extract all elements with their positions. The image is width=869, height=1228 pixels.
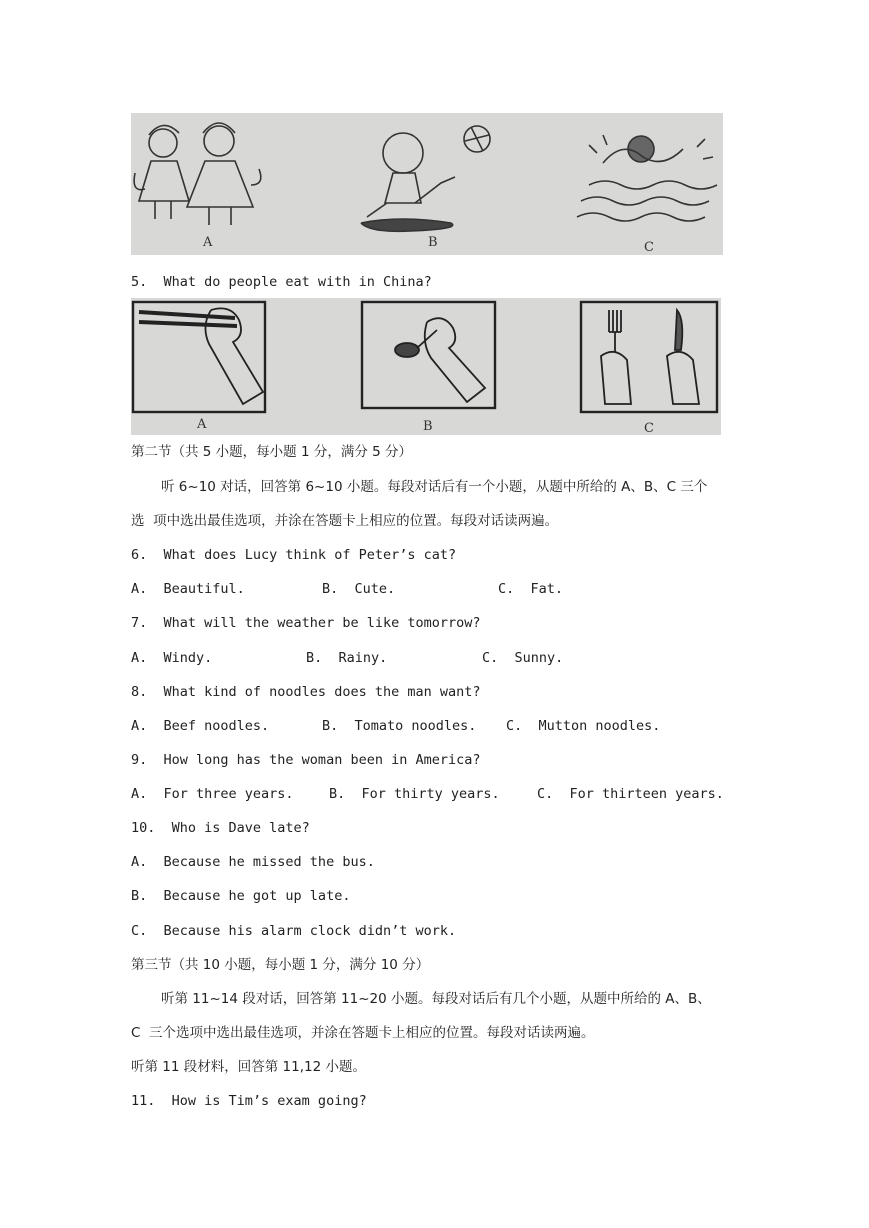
picture-row-activities xyxy=(131,113,723,255)
option-9c: C. For thirteen years. xyxy=(537,786,724,802)
picture-label-a: A xyxy=(203,235,213,250)
picture-label-b: B xyxy=(423,419,433,434)
picture-row-utensils xyxy=(131,298,721,435)
option-6a: A. Beautiful. xyxy=(131,581,245,597)
picture-label-c: C xyxy=(644,240,654,255)
picture-label-b: B xyxy=(428,235,438,250)
option-9a: A. For three years. xyxy=(131,786,294,802)
swimmer-picture xyxy=(577,135,717,221)
section-3-instruction-2: C 三个选项中选出最佳选项，并涂在答题卡上相应的位置。每段对话读两遍。 xyxy=(131,1025,595,1041)
section-3-header: 第三节（共 10 小题，每小题 1 分，满分 10 分） xyxy=(131,957,430,973)
girls-dancing-picture xyxy=(134,123,261,225)
picture-label-c: C xyxy=(644,421,654,435)
knife-and-fork-picture xyxy=(581,302,717,412)
section-2-header: 第二节（共 5 小题，每小题 1 分，满分 5 分） xyxy=(131,444,413,460)
option-6c: C. Fat. xyxy=(498,581,564,597)
section-3-instruction-1: 听第 11~14 段对话，回答第 11~20 小题。每段对话后有几个小题，从题中所给的 A、B、 xyxy=(161,991,711,1007)
option-8c: C. Mutton noodles. xyxy=(506,718,661,734)
spoon-picture xyxy=(362,302,495,408)
option-7c: C. Sunny. xyxy=(482,650,564,666)
option-8b: B. Tomato noodles. xyxy=(322,718,477,734)
section-2-instruction-1: 听 6~10 对话，回答第 6~10 小题。每段对话后有一个小题，从题中所给的 A、B、C 三个 xyxy=(161,479,708,495)
option-10a: A. Because he missed the bus. xyxy=(131,854,375,870)
question-8: 8. What kind of noodles does the man want? xyxy=(131,684,481,700)
option-6b: B. Cute. xyxy=(322,581,396,597)
option-7b: B. Rainy. xyxy=(306,650,388,666)
question-11: 11. How is Tim’s exam going? xyxy=(131,1093,367,1109)
question-7: 7. What will the weather be like tomorrow? xyxy=(131,615,481,631)
question-5: 5. What do people eat with in China? xyxy=(131,274,432,290)
section-2-instruction-2: 选 项中选出最佳选项，并涂在答题卡上相应的位置。每段对话读两遍。 xyxy=(131,513,559,529)
option-9b: B. For thirty years. xyxy=(329,786,500,802)
option-8a: A. Beef noodles. xyxy=(131,718,270,734)
question-6: 6. What does Lucy think of Peter’s cat? xyxy=(131,547,457,563)
section-3-material: 听第 11 段材料，回答第 11,12 小题。 xyxy=(131,1059,366,1075)
option-7a: A. Windy. xyxy=(131,650,213,666)
option-10b: B. Because he got up late. xyxy=(131,888,351,904)
picture-label-a: A xyxy=(197,417,207,432)
question-9: 9. How long has the woman been in America? xyxy=(131,752,481,768)
question-10: 10. Who is Dave late? xyxy=(131,820,310,836)
soccer-boy-picture xyxy=(361,126,490,231)
option-10c: C. Because his alarm clock didn’t work. xyxy=(131,923,457,939)
chopsticks-picture xyxy=(133,302,265,412)
